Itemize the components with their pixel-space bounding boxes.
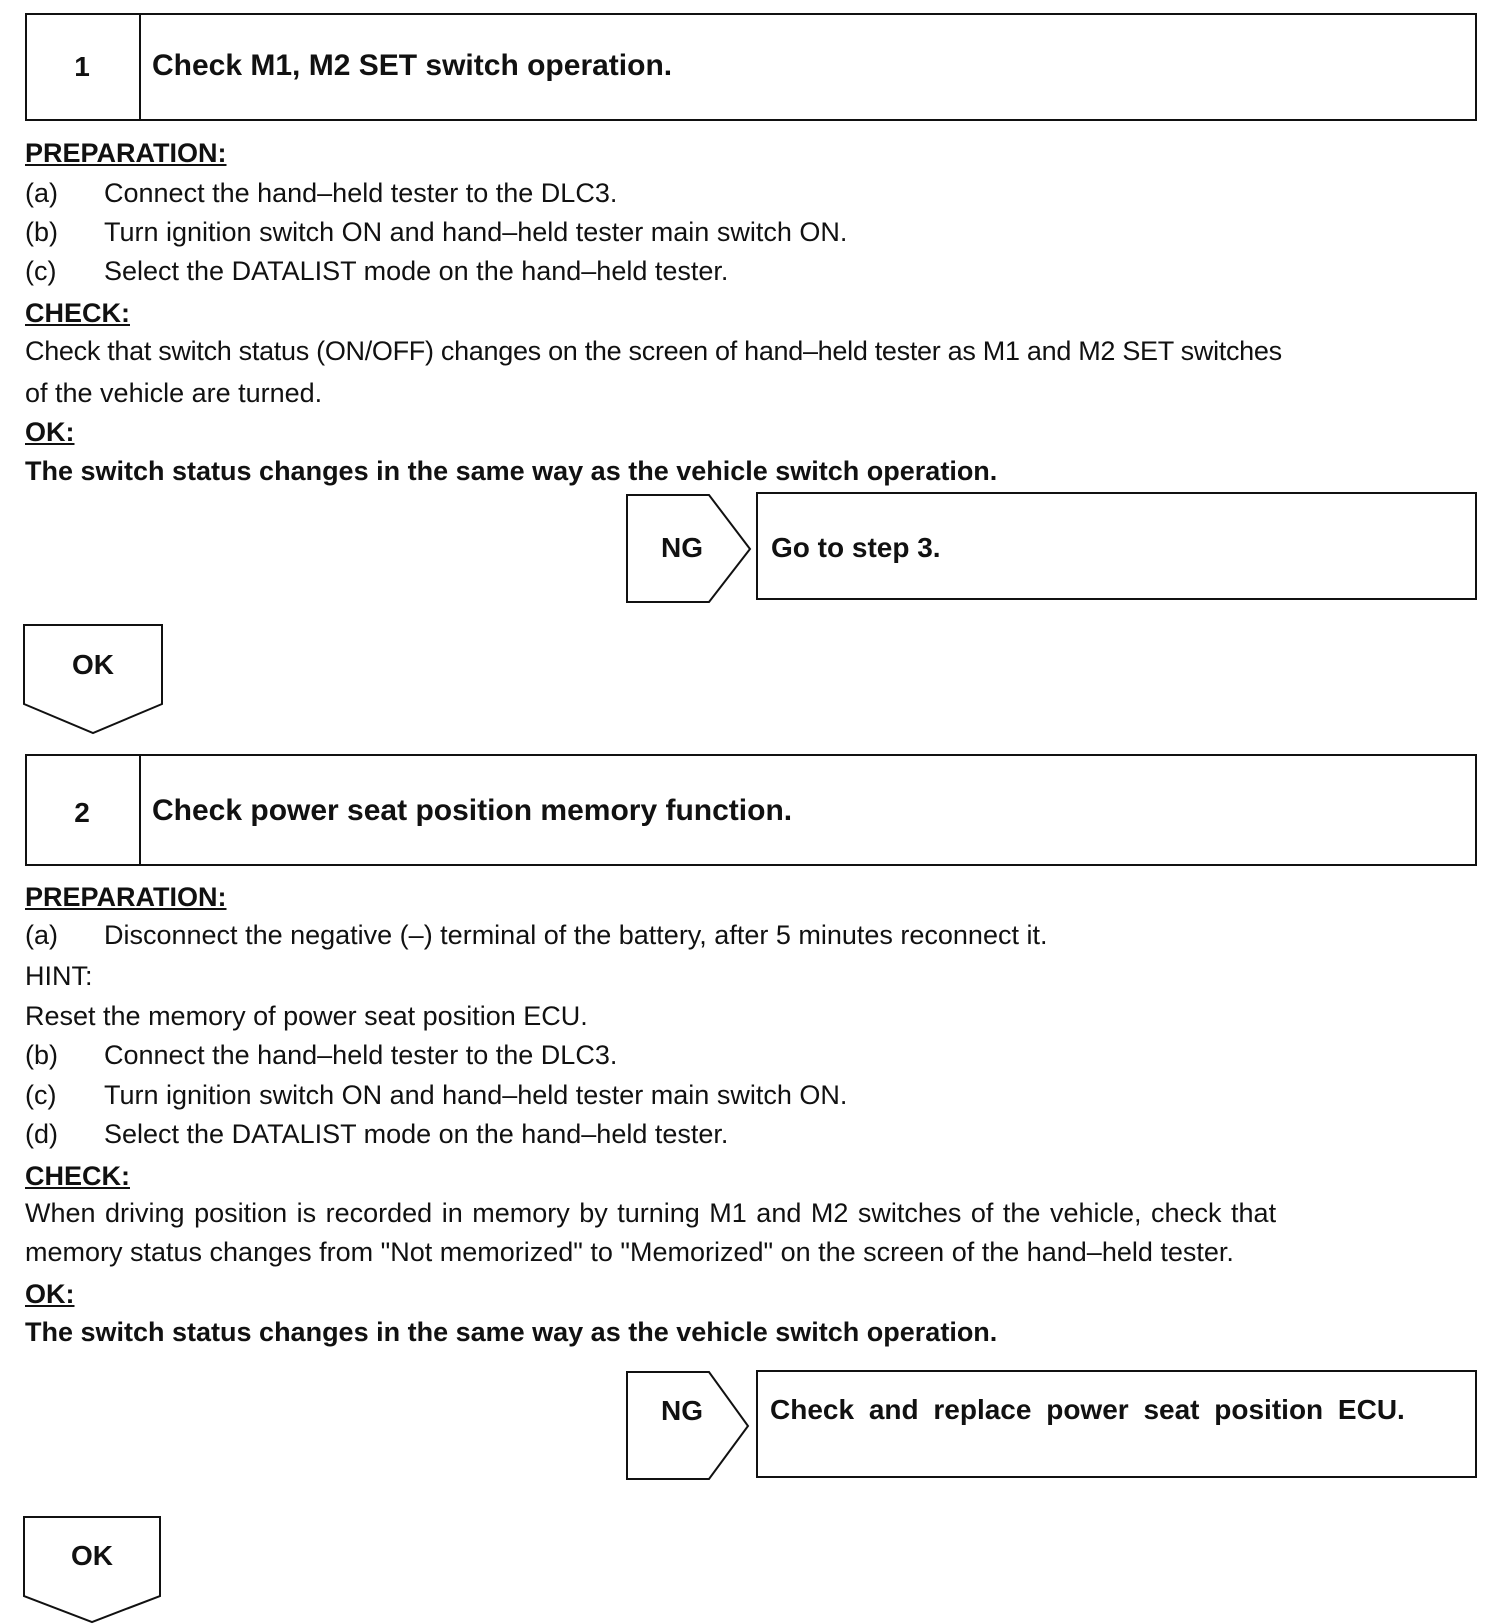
- ok-arrow-label: OK: [71, 1540, 113, 1571]
- check-heading: CHECK:: [25, 1161, 130, 1191]
- step-1-number: 1: [74, 51, 90, 82]
- item-label: (a): [25, 178, 58, 208]
- prep-item: [25, 1118, 728, 1150]
- ok-criteria: The switch status changes in the same way as the vehicle switch operation.: [25, 1317, 998, 1347]
- check-text: of the vehicle are turned.: [25, 378, 323, 408]
- item-text: Disconnect the negative (–) terminal of the battery, after 5 minutes reconnect it.: [104, 920, 1048, 950]
- item-label: (c): [25, 256, 57, 286]
- item-text: Select the DATALIST mode on the hand–held tester.: [104, 256, 729, 286]
- prep-item: [25, 1039, 617, 1071]
- item-text: Turn ignition switch ON and hand–held tester main switch ON.: [104, 1080, 848, 1110]
- ng-result-text: Check and replace power seat position ECU.: [770, 1394, 1405, 1425]
- item-label: (d): [25, 1119, 58, 1149]
- step-2-title: Check power seat position memory function.: [152, 794, 793, 827]
- preparation-heading: PREPARATION:: [25, 882, 227, 912]
- ng-label: NG: [661, 532, 703, 563]
- ng-result-text: Go to step 3.: [771, 532, 941, 563]
- item-text: Turn ignition switch ON and hand–held tester main switch ON.: [104, 217, 848, 247]
- check-text: Check that switch status (ON/OFF) changes on the screen of hand–held tester as M1 and M2 SET switches: [25, 336, 1282, 366]
- preparation-heading: PREPARATION:: [25, 138, 227, 168]
- hint-text: Reset the memory of power seat position ECU.: [25, 1001, 588, 1031]
- item-label: (c): [25, 1080, 57, 1110]
- prep-item: [25, 255, 728, 287]
- prep-item: [25, 216, 847, 248]
- check-text: When driving position is recorded in memory by turning M1 and M2 switches of the vehicle, check that: [25, 1198, 1277, 1228]
- ok-criteria: The switch status changes in the same way as the vehicle switch operation.: [25, 456, 998, 486]
- step-2-number-divider: [139, 754, 141, 866]
- check-text: memory status changes from "Not memorized" to "Memorized" on the screen of the hand–held tester.: [25, 1237, 1234, 1267]
- item-label: (b): [25, 1040, 58, 1070]
- prep-item: [25, 177, 617, 209]
- item-text: Select the DATALIST mode on the hand–held tester.: [104, 1119, 729, 1149]
- ok-heading: OK:: [25, 1279, 75, 1309]
- item-label: (b): [25, 217, 58, 247]
- item-text: Connect the hand–held tester to the DLC3.: [104, 1040, 618, 1070]
- hint-label: HINT:: [25, 961, 93, 991]
- prep-item: [25, 919, 1047, 951]
- check-heading: CHECK:: [25, 298, 130, 328]
- ng-label: NG: [661, 1395, 703, 1426]
- item-text: Connect the hand–held tester to the DLC3.: [104, 178, 618, 208]
- step-1-number-divider: [139, 13, 141, 121]
- prep-item: [25, 1079, 847, 1111]
- ok-arrow-label: OK: [72, 649, 114, 680]
- step-2-number: 2: [74, 797, 90, 828]
- step-1-title: Check M1, M2 SET switch operation.: [152, 49, 673, 82]
- ok-heading: OK:: [25, 417, 75, 447]
- item-label: (a): [25, 920, 58, 950]
